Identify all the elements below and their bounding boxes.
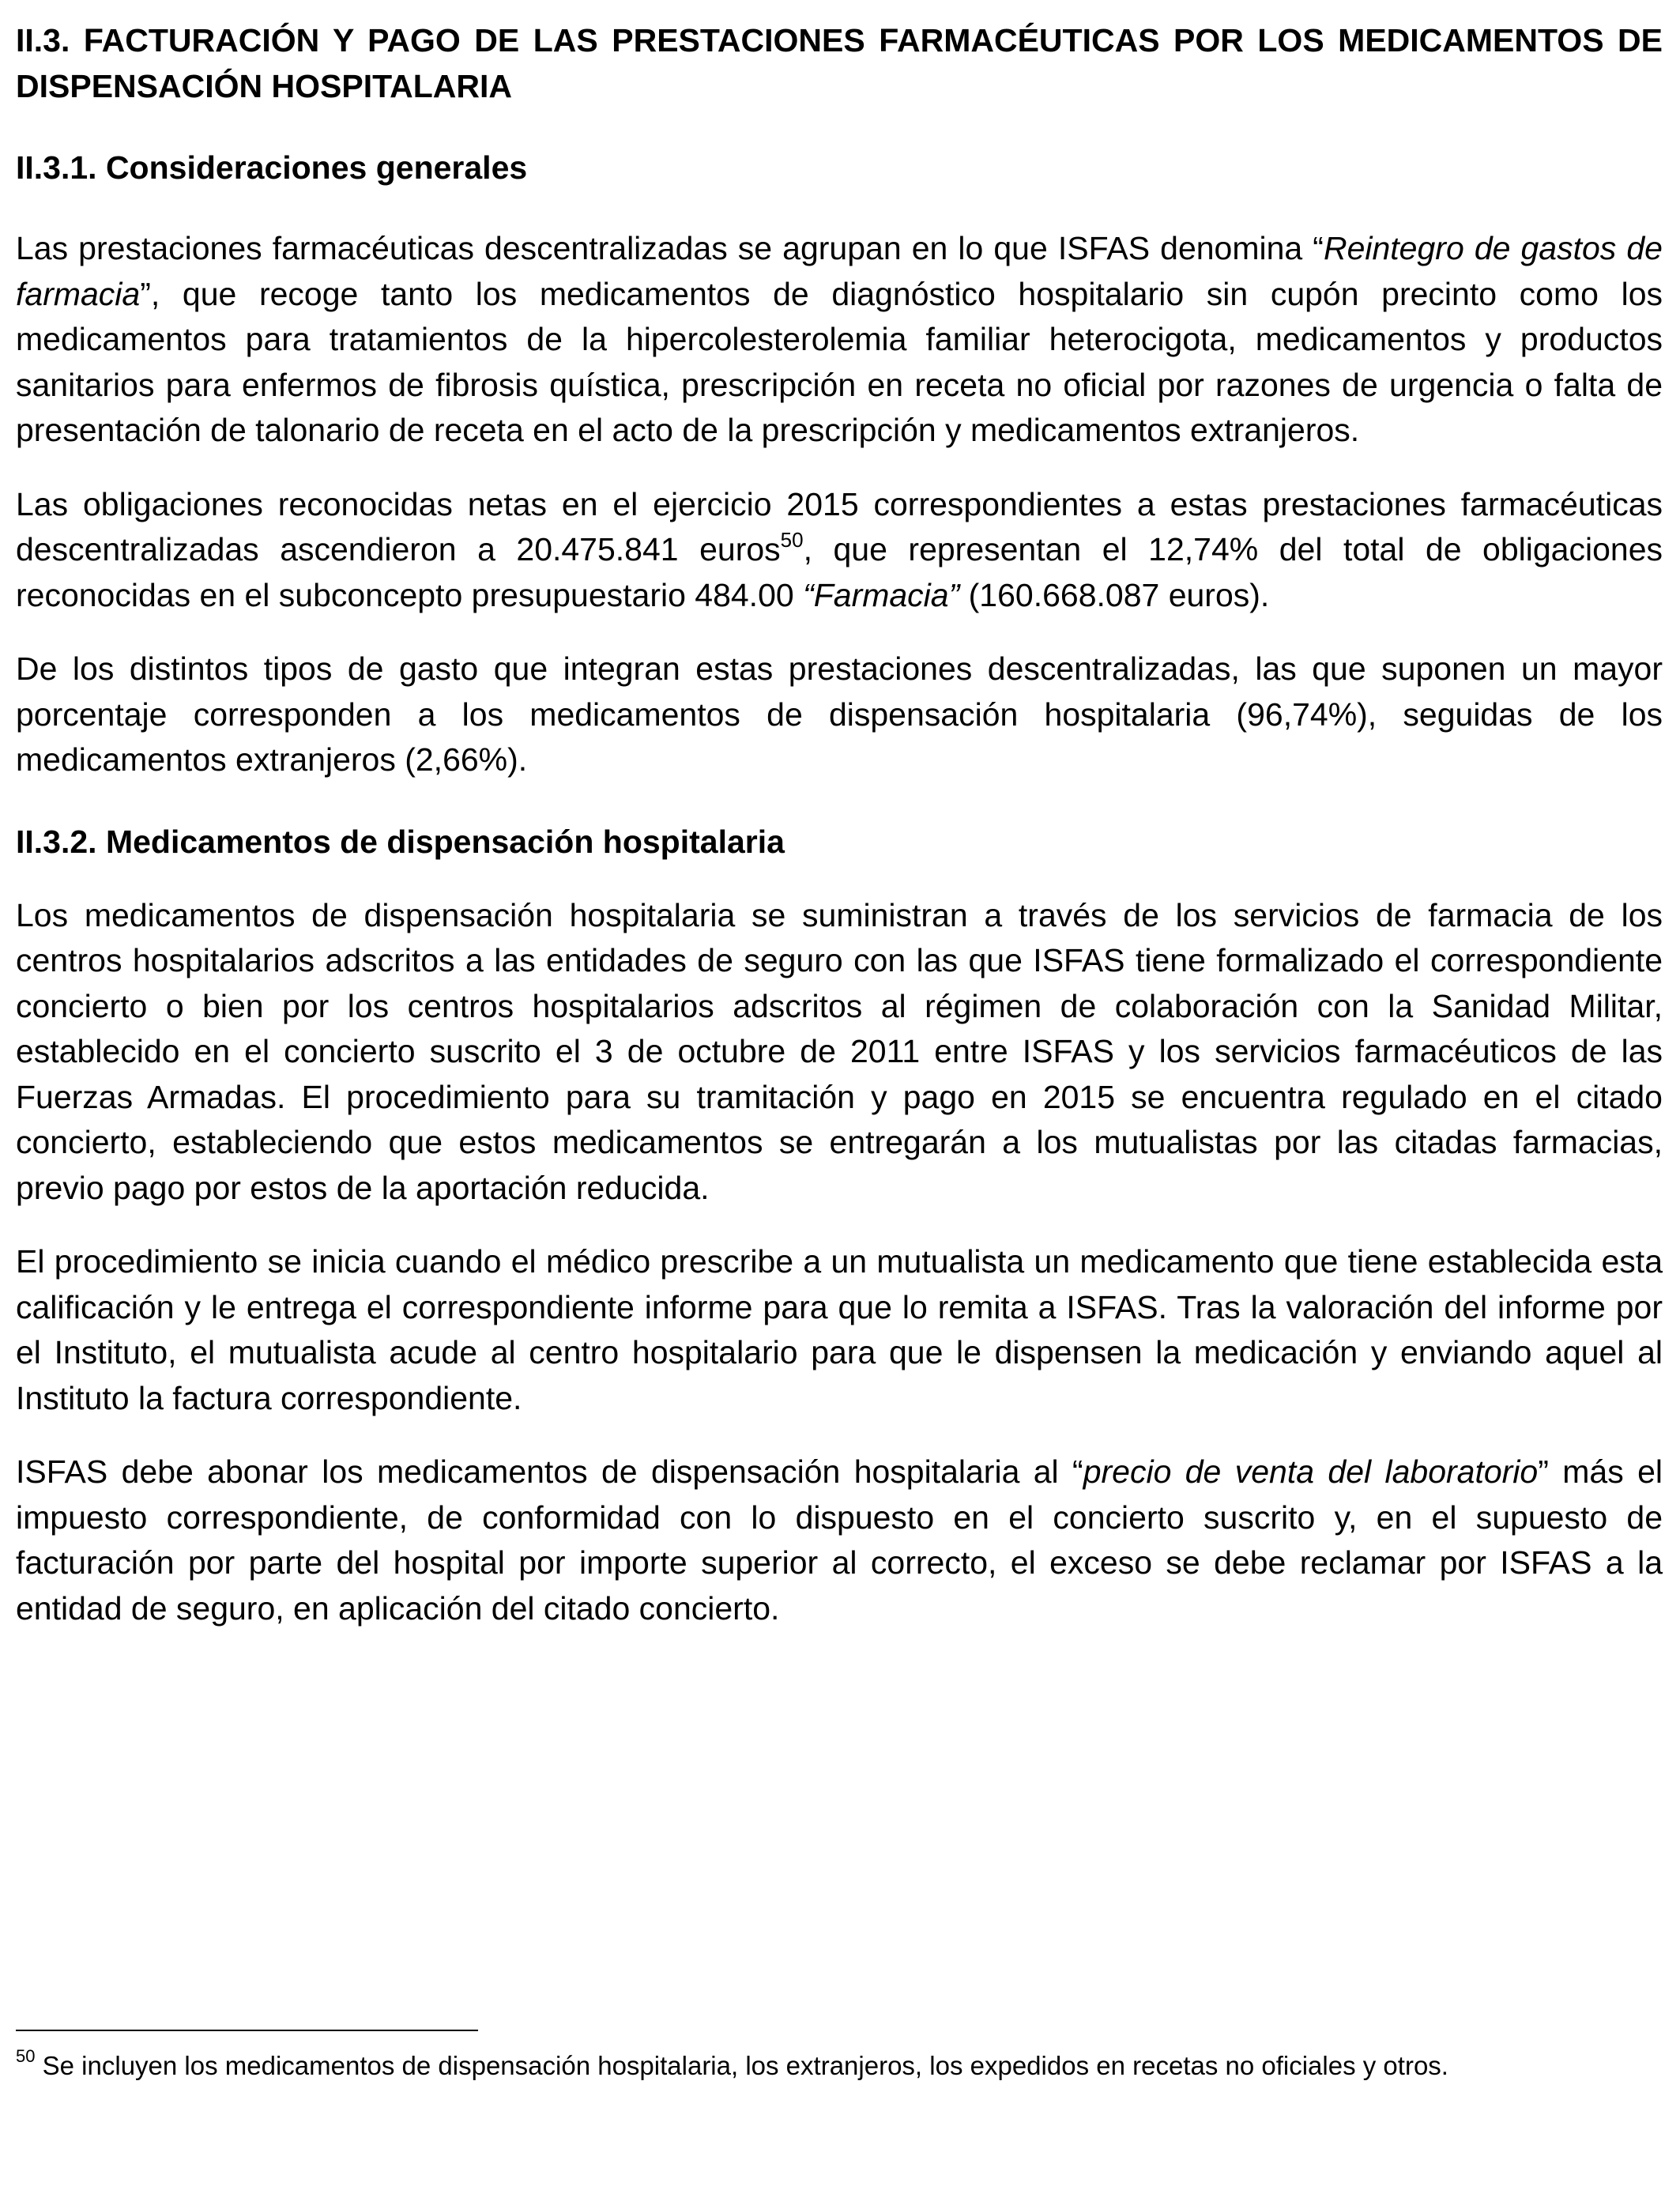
footnote-text: Se incluyen los medicamentos de dispensación hospitalaria, los extranjeros, los expedidos en recetas no oficiales y otros. [35, 2051, 1448, 2080]
paragraph-general-2: Las obligaciones reconocidas netas en el ejercicio 2015 correspondientes a estas prestaciones farmacéuticas descentralizadas ascendieron a 20.475.841 euros$^{50}$, que representan el 12,74% del total de obligaciones reconocidas en el subconcepto presupuestario 484.00 “Farmacia” (160.668.087 euros). [16, 485, 1663, 613]
section-title: II.3. FACTURACIÓN Y PAGO DE LAS PRESTACIONES FARMACÉUTICAS POR LOS MEDICAMENTOS DE DISPENSACIÓN HOSPITALARIA [16, 22, 1663, 104]
subsection-title-hospital: II.3.2. Medicamentos de dispensación hospitalaria [16, 823, 785, 860]
subsection-title-general: II.3.1. Consideraciones generales [16, 149, 528, 186]
footnote-number: 50 [16, 2046, 36, 2066]
paragraph-hospital-3: ISFAS debe abonar los medicamentos de dispensación hospitalaria al “precio de venta del laboratorio” más el impuesto correspondiente, de conformidad con lo dispuesto en el concierto suscrito y, en el supuesto de facturación por parte del hospital por importe superior al correcto, el exceso se debe reclamar por ISFAS a la entidad de seguro, en aplicación del citado concierto. [16, 1453, 1663, 1627]
footnote-divider [16, 2030, 478, 2031]
footnote [16, 2046, 1663, 2083]
paragraph-general-1: Las prestaciones farmacéuticas descentralizadas se agrupan en lo que ISFAS denomina “Reintegro de gastos de farmacia”, que recoge tanto los medicamentos de diagnóstico hospitalario sin cupón precinto como los medicamentos para tratamientos de la hipercolesterolemia familiar heterocigota, medicamentos y productos sanitarios para enfermos de fibrosis quística, prescripción en receta no oficial por razones de urgencia o falta de presentación de talonario de receta en el acto de la prescripción y medicamentos extranjeros. [16, 230, 1663, 448]
document-page [16, 17, 1663, 1631]
paragraph-hospital-1: Los medicamentos de dispensación hospitalaria se suministran a través de los servicios de farmacia de los centros hospitalarios adscritos a las entidades de seguro con las que ISFAS tiene formalizado el correspondiente concierto o bien por los centros hospitalarios adscritos al régimen de colaboración con la Sanidad Militar, establecido en el concierto suscrito el 3 de octubre de 2011 entre ISFAS y los servicios farmacéuticos de las Fuerzas Armadas. El procedimiento para su tramitación y pago en 2015 se encuentra regulado en el citado concierto, estableciendo que estos medicamentos se entregarán a los mutualistas por las citadas farmacias, previo pago por estos de la aportación reducida. [16, 896, 1663, 1206]
paragraph-hospital-2: El procedimiento se inicia cuando el médico prescribe a un mutualista un medicamento que tiene establecida esta calificación y le entrega el correspondiente informe para que lo remita a ISFAS. Tras la valoración del informe por el Instituto, el mutualista acude al centro hospitalario para que le dispensen la medicación y enviando aquel al Instituto la factura correspondiente. [16, 1243, 1663, 1416]
footnote-reference: 50 [780, 528, 804, 552]
paragraph-general-3: De los distintos tipos de gasto que integran estas prestaciones descentralizadas, las que suponen un mayor porcentaje corresponden a los medicamentos de dispensación hospitalaria (96,74%), seguidas de los medicamentos extranjeros (2,66%). [16, 650, 1663, 778]
